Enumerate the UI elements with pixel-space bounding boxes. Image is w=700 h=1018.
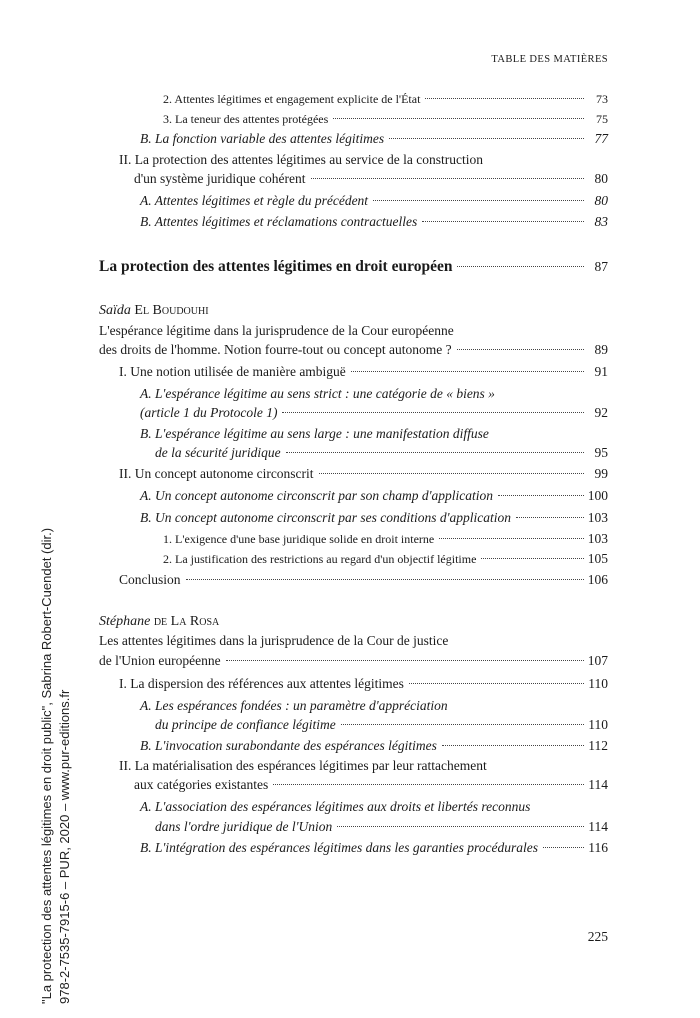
- page-ref: 110: [588, 717, 608, 732]
- leader-dots: [457, 266, 584, 267]
- toc-entry[interactable]: B. L'invocation surabondante des espérances légitimes 112: [140, 738, 608, 753]
- author-name: Stéphane de La Rosa: [99, 614, 220, 629]
- leader-dots: [333, 118, 584, 119]
- toc-entry[interactable]: I. La dispersion des références aux attentes légitimes 110: [119, 676, 608, 691]
- toc-entry[interactable]: B. Attentes légitimes et réclamations contractuelles 83: [140, 214, 608, 229]
- leader-dots: [186, 579, 584, 580]
- page-ref: 73: [596, 92, 608, 106]
- toc-entry[interactable]: 2. La justification des restrictions au regard d'un objectif légitime 105: [163, 551, 608, 566]
- page-ref: 91: [594, 364, 608, 379]
- leader-dots: [498, 495, 584, 496]
- toc-entry[interactable]: A. Un concept autonome circonscrit par son champ d'application 100: [140, 488, 608, 503]
- toc-entry[interactable]: 3. La teneur des attentes protégées 75: [163, 112, 608, 126]
- leader-dots: [516, 517, 584, 518]
- page-ref: 105: [587, 551, 608, 566]
- leader-dots: [319, 473, 584, 474]
- toc-entry[interactable]: B. La fonction variable des attentes légitimes 77: [140, 131, 608, 146]
- leader-dots: [373, 200, 584, 201]
- toc-entry[interactable]: aux catégories existantes 114: [134, 777, 608, 792]
- page-ref: 87: [594, 259, 608, 274]
- leader-dots: [273, 784, 584, 785]
- side-credit: [38, 528, 74, 1004]
- leader-dots: [286, 452, 584, 453]
- leader-dots: [341, 724, 584, 725]
- toc-entry[interactable]: Conclusion 106: [119, 572, 608, 587]
- side-credit-line2: 978-2-7535-7915-6 – PUR, 2020 – www.pur-editions.fr: [57, 689, 72, 1004]
- section-heading[interactable]: La protection des attentes légitimes en droit européen 87: [99, 258, 608, 275]
- toc-entry[interactable]: des droits de l'homme. Notion fourre-tout ou concept autonome ? 89: [99, 342, 608, 357]
- leader-dots: [425, 98, 584, 99]
- toc-entry[interactable]: A. Attentes légitimes et règle du précédent 80: [140, 193, 608, 208]
- toc-entry-line1: A. L'association des espérances légitimes aux droits et libertés reconnus: [140, 799, 531, 814]
- leader-dots: [481, 558, 583, 559]
- chapter-title-line1: L'espérance légitime dans la jurisprudence de la Cour européenne: [99, 323, 454, 338]
- toc-entry[interactable]: de la sécurité juridique 95: [155, 445, 608, 460]
- page-ref: 77: [594, 131, 608, 146]
- page-ref: 95: [594, 445, 608, 460]
- leader-dots: [351, 371, 584, 372]
- page-ref: 110: [588, 676, 608, 691]
- toc-entry-line1: B. L'espérance légitime au sens large : une manifestation diffuse: [140, 426, 489, 441]
- leader-dots: [422, 221, 584, 222]
- toc-entry-line1: A. Les espérances fondées : un paramètre d'appréciation: [140, 698, 448, 713]
- side-credit-line1: "La protection des attentes légitimes en droit public", Sabrina Robert-Cuendet (dir.): [39, 527, 54, 1004]
- page-ref: 103: [587, 510, 608, 525]
- page-number: 225: [587, 929, 608, 944]
- page-ref: 114: [588, 777, 608, 792]
- toc-entry-line1: II. La protection des attentes légitimes au service de la construction: [119, 152, 483, 167]
- toc-entry[interactable]: du principe de confiance légitime 110: [155, 717, 608, 732]
- page-ref: 112: [588, 738, 608, 753]
- toc-entry[interactable]: B. L'intégration des espérances légitimes dans les garanties procédurales 116: [140, 840, 608, 855]
- leader-dots: [389, 138, 584, 139]
- leader-dots: [226, 660, 584, 661]
- toc-entry[interactable]: 1. L'exigence d'une base juridique solide en droit interne 103: [163, 531, 608, 546]
- page-ref: 99: [594, 466, 608, 481]
- leader-dots: [337, 826, 584, 827]
- toc-entry[interactable]: de l'Union européenne 107: [99, 653, 608, 668]
- page-ref: 103: [587, 531, 608, 546]
- running-head: TABLE DES MATIÈRES: [491, 54, 608, 65]
- page-ref: 106: [587, 572, 608, 587]
- leader-dots: [409, 683, 584, 684]
- page-ref: 80: [594, 171, 608, 186]
- page-ref: 116: [588, 840, 608, 855]
- page-ref: 100: [587, 488, 608, 503]
- toc-entry[interactable]: I. Une notion utilisée de manière ambiguë 91: [119, 364, 608, 379]
- toc-entry[interactable]: dans l'ordre juridique de l'Union 114: [155, 819, 608, 834]
- toc-entry-line1: A. L'espérance légitime au sens strict : une catégorie de « biens »: [140, 386, 495, 401]
- author-name: Saïda El Boudouhi: [99, 303, 209, 318]
- toc-entry-line1: II. La matérialisation des espérances légitimes par leur rattachement: [119, 758, 487, 773]
- page-ref: 114: [588, 819, 608, 834]
- toc-entry[interactable]: B. Un concept autonome circonscrit par ses conditions d'application 103: [140, 510, 608, 525]
- leader-dots: [543, 847, 584, 848]
- toc-entry[interactable]: (article 1 du Protocole 1) 92: [140, 405, 608, 420]
- leader-dots: [439, 538, 584, 539]
- leader-dots: [282, 412, 584, 413]
- page-ref: 83: [594, 214, 608, 229]
- page-ref: 107: [587, 653, 608, 668]
- page-ref: 75: [596, 112, 608, 126]
- leader-dots: [311, 178, 584, 179]
- page-ref: 80: [594, 193, 608, 208]
- page-ref: 92: [594, 405, 608, 420]
- leader-dots: [457, 349, 584, 350]
- toc-entry[interactable]: d'un système juridique cohérent 80: [134, 171, 608, 186]
- page-ref: 89: [594, 342, 608, 357]
- leader-dots: [442, 745, 584, 746]
- toc-entry[interactable]: 2. Attentes légitimes et engagement explicite de l'État 73: [163, 92, 608, 106]
- chapter-title-line1: Les attentes légitimes dans la jurisprudence de la Cour de justice: [99, 633, 449, 648]
- toc-entry[interactable]: II. Un concept autonome circonscrit 99: [119, 466, 608, 481]
